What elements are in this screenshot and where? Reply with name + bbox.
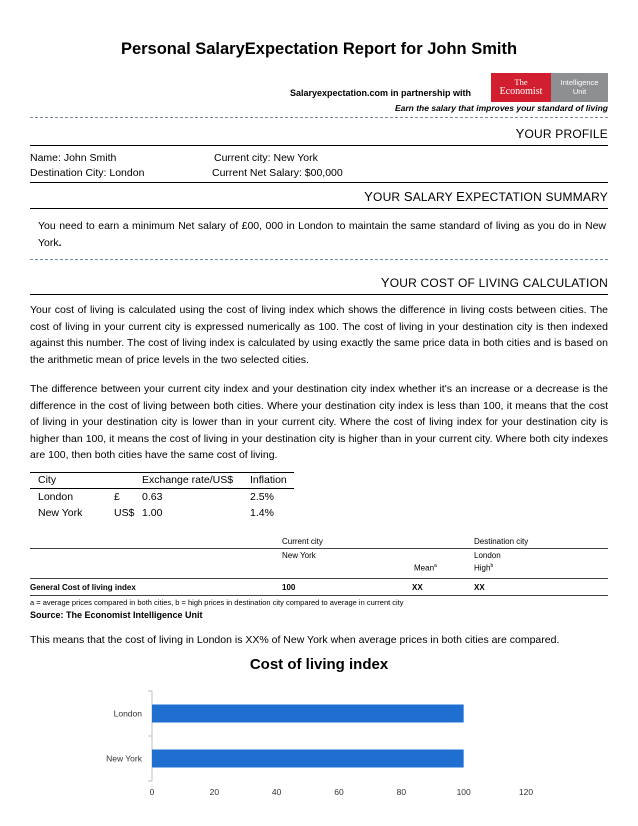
chart-bar-new-york xyxy=(152,750,464,768)
chart-bar-london xyxy=(152,705,464,723)
index-high-label xyxy=(474,563,493,573)
summary-sentence: You need to earn a minimum Net salary of £00, 000 in London to maintain the same standard of living as you do in New York xyxy=(38,220,606,249)
heading-rest: OUR COST OF LIVING CALCULATION xyxy=(389,276,608,290)
index-current-city: New York xyxy=(282,551,316,560)
heading-cap: Y xyxy=(380,275,390,290)
summary-period: . xyxy=(58,236,62,249)
tagline: Earn the salary that improves your standard of living xyxy=(394,103,608,113)
index-source: Source: The Economist Intelligence Unit xyxy=(30,610,203,620)
logo-text-economist: Economist xyxy=(499,86,543,97)
high-text: High xyxy=(474,563,491,573)
summary-heading xyxy=(364,189,608,204)
logo-text-intelligence: Intelligence xyxy=(560,78,599,87)
cost-paragraph-1: Your cost of living is calculated using the cost of living index which shows the difference in living costs between cities. The cost of living in your current city is expressed numerically as 100. The cost of living in your destination city is then indexed against this number. The cost of living index is calculated by using exactly the same price data in both cities and is based on the arithmetic mean of price levels in the two selected cities. xyxy=(30,304,608,366)
heading-rest: OUR xyxy=(373,190,404,204)
exchange-row-rate: 1.00 xyxy=(142,507,163,519)
divider xyxy=(30,294,608,295)
divider xyxy=(30,182,608,183)
chart-x-tick-label: 60 xyxy=(334,787,344,797)
heading-rest: XPECTATION SUMMARY xyxy=(465,190,608,204)
exchange-row-symbol: US$ xyxy=(114,507,135,519)
cost-paragraph-2: The difference between your current city index and your destination city index whether it's an increase or a decrease is the difference in the cost of living between both cities. Where your destination city index is less than 100, it means that the cost of living in your destination city is lower than in your current city. Where the cost of living index for your destination city is higher than 100, it means the cost of living in your destination city is higher than in your current city. Where both city indexes are 100, then both cities have the same cost of living. xyxy=(30,383,608,461)
exchange-table-header-rule xyxy=(30,488,294,489)
index-destination-city: London xyxy=(474,551,501,560)
exchange-header-inflation: Inflation xyxy=(250,474,287,486)
eiu-logo-grey xyxy=(551,73,608,102)
conclusion-text: This means that the cost of living in London is XX% of New York when average prices in both cities are compared. xyxy=(30,634,560,646)
economist-logo-red xyxy=(491,73,551,102)
high-sup: b xyxy=(490,563,494,569)
summary-text xyxy=(38,218,606,251)
logo-text-unit: Unit xyxy=(572,87,587,96)
index-mean-label xyxy=(414,563,437,573)
heading-cap: Y xyxy=(364,189,374,204)
index-row-current: 100 xyxy=(282,583,296,592)
heading-cap: Y xyxy=(515,126,525,141)
logo-text-the: The xyxy=(514,77,528,87)
report-title: Personal SalaryExpectation Report for John Smith xyxy=(120,40,518,58)
exchange-row-inflation: 1.4% xyxy=(250,507,274,519)
cost-of-living-chart xyxy=(90,685,550,805)
index-table-bottom-rule xyxy=(30,595,608,596)
heading-rest: ALARY xyxy=(412,190,457,204)
exchange-header-rate: Exchange rate/US$ xyxy=(142,474,234,486)
chart-x-tick-label: 120 xyxy=(518,787,534,797)
exchange-table-top-rule xyxy=(30,472,294,473)
divider xyxy=(30,259,608,260)
chart-x-tick-label: 40 xyxy=(271,787,282,797)
chart-x-tick-label: 20 xyxy=(209,787,220,797)
index-destination-city-label: Destination city xyxy=(474,537,529,546)
chart-x-tick-label: 100 xyxy=(456,787,471,797)
chart-x-tick-label: 0 xyxy=(149,787,155,797)
chart-category-label: London xyxy=(113,708,142,719)
heading-cap: S xyxy=(403,189,413,204)
divider xyxy=(30,208,608,209)
divider xyxy=(30,145,608,146)
mean-text: Mean xyxy=(414,563,435,573)
profile-current-city: Current city: New York xyxy=(214,152,318,164)
index-footnote: a = average prices compared in both cities, b = high prices in destination city compared to average in current city xyxy=(30,598,404,607)
cost-heading xyxy=(381,275,608,290)
index-row-label: General Cost of living index xyxy=(30,583,136,592)
partner-text: Salaryexpectation.com in partnership with xyxy=(290,88,472,98)
profile-heading xyxy=(516,126,608,141)
exchange-header-city: City xyxy=(38,474,57,486)
heading-rest: OUR PROFILE xyxy=(524,127,608,141)
chart-category-label: New York xyxy=(106,753,142,764)
index-row-mean: XX xyxy=(412,583,423,592)
exchange-row-symbol: £ xyxy=(114,491,120,503)
profile-net-salary: Current Net Salary: $00,000 xyxy=(212,167,343,179)
chart-title: Cost of living index xyxy=(249,656,389,673)
chart-x-tick-label: 80 xyxy=(396,787,407,797)
divider xyxy=(30,117,608,118)
exchange-row-inflation: 2.5% xyxy=(250,491,274,503)
economist-logo xyxy=(491,73,608,102)
exchange-row-city: New York xyxy=(38,507,83,519)
mean-sup: a xyxy=(434,563,437,569)
index-table-top-rule xyxy=(30,548,608,549)
profile-destination-city: Destination City: London xyxy=(30,167,145,179)
heading-cap: E xyxy=(456,189,466,204)
index-table-header-rule xyxy=(30,578,608,579)
exchange-row-city: London xyxy=(38,491,74,503)
index-current-city-label: Current city xyxy=(282,537,323,546)
exchange-row-rate: 0.63 xyxy=(142,491,163,503)
index-row-high: XX xyxy=(474,583,485,592)
profile-name: Name: John Smith xyxy=(30,152,117,164)
